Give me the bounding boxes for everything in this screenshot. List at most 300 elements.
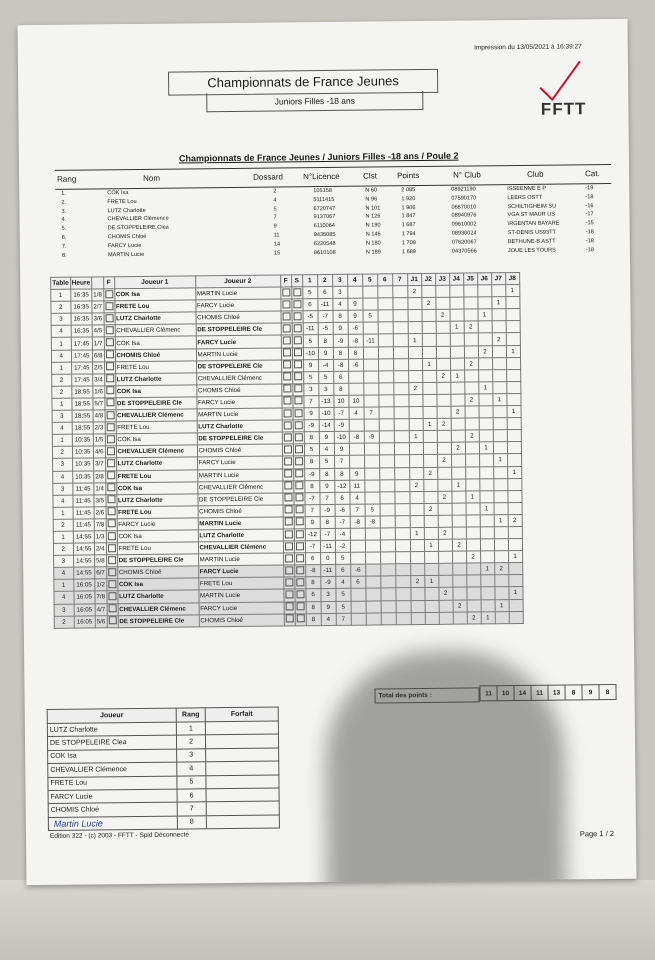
forfeit-1-checkbox[interactable]: [106, 506, 117, 518]
score-checkbox[interactable]: [292, 371, 303, 383]
set-2-score: 5: [319, 456, 334, 468]
score-checkbox[interactable]: [292, 335, 303, 347]
match-time: 11:45: [73, 507, 95, 519]
player-1: FRETE Lou: [117, 506, 198, 519]
forfeit-1-checkbox[interactable]: [104, 398, 115, 410]
final-rank: 1: [176, 722, 205, 736]
set-6-score: [380, 504, 395, 516]
set-2-score: 9: [319, 432, 334, 444]
points-j3: [438, 551, 452, 563]
ranking-club-no: 07620067: [451, 239, 477, 246]
set-2-score: 3: [320, 589, 335, 601]
match-round: 2/5: [92, 361, 104, 373]
ranking-list: [55, 185, 612, 261]
ranking-club: SCHILTIGHEIM SU: [507, 203, 557, 210]
page-number: Page 1 / 2: [579, 829, 615, 839]
set-6-score: [379, 455, 394, 467]
forfeit-2-checkbox[interactable]: [281, 360, 292, 372]
player-1: CHOMIS Chloé: [117, 566, 198, 579]
player-2: FARCY Lucie: [196, 396, 281, 409]
points-j4: 1: [451, 479, 465, 491]
grid-col-1: Heure: [70, 277, 92, 289]
set-6-score: [379, 407, 394, 419]
set-1-score: -10: [303, 347, 318, 359]
grid-col-4: Joueur 1: [114, 276, 195, 289]
forfeit-2-checkbox[interactable]: [283, 505, 294, 517]
set-1-score: -5: [303, 311, 318, 323]
points-j7: 1: [491, 297, 505, 309]
set-6-score: [380, 552, 395, 564]
player-1: FRETE Lou: [115, 361, 196, 374]
player-1: FRETE Lou: [116, 469, 197, 482]
set-6-score: [378, 395, 393, 407]
score-checkbox[interactable]: [293, 456, 304, 468]
set-2-score: 9: [318, 347, 333, 359]
set-4-score: 7: [350, 504, 365, 516]
set-7-score: [395, 576, 410, 588]
player-2: CHEVALLIER Clémenc: [198, 541, 283, 554]
points-j2: [424, 588, 438, 600]
set-5-score: [365, 540, 380, 552]
set-3-score: 5: [336, 601, 351, 613]
points-j4: [452, 551, 466, 563]
ranking-cat: -19: [585, 185, 594, 192]
match-round: 2/7: [92, 301, 104, 313]
ranking-licence: 105158: [313, 187, 332, 195]
set-1-score: 8: [304, 432, 319, 444]
set-4-score: -6: [348, 322, 363, 334]
points-j4: [451, 418, 465, 430]
set-1-score: 8: [304, 456, 319, 468]
set-2-score: 6: [317, 287, 332, 299]
player-2: CHEVALLIER Clémenc: [197, 481, 282, 494]
player-1: CHEVALLIER Clémenc: [116, 445, 197, 458]
points-j7: 2: [494, 563, 508, 575]
points-j7: [493, 406, 507, 418]
forfeit-2-checkbox[interactable]: [281, 347, 292, 359]
points-j7: [492, 309, 506, 321]
forfeit-1-checkbox[interactable]: [105, 458, 116, 470]
forfeit-2-checkbox[interactable]: [281, 384, 292, 396]
points-j8: [507, 442, 521, 454]
set-7-score: [393, 370, 408, 382]
points-j7: 1: [494, 514, 508, 526]
score-checkbox[interactable]: [293, 432, 304, 444]
forfeit-2-checkbox[interactable]: [281, 396, 292, 408]
match-round: 4/6: [93, 446, 105, 458]
points-j6: [480, 515, 494, 527]
points-j1: [410, 515, 424, 527]
points-j6: [477, 297, 491, 309]
points-j1: [409, 407, 423, 419]
points-j4: [452, 563, 466, 575]
forfeit-1-checkbox[interactable]: [104, 349, 115, 361]
points-j5: [465, 479, 479, 491]
set-1-score: 9: [305, 516, 320, 528]
score-checkbox[interactable]: [293, 408, 304, 420]
player-1: CHEVALLIER Clémenc: [116, 409, 197, 422]
player-2: FARCY Lucie: [198, 565, 283, 578]
match-table: 1: [51, 289, 71, 301]
forfeit-2-checkbox[interactable]: [280, 287, 291, 299]
set-5-score: [365, 552, 380, 564]
points-j1: [410, 540, 424, 552]
points-j6: [480, 527, 494, 539]
points-j8: 1: [506, 345, 520, 357]
ranking-clst: N 60: [365, 187, 378, 194]
score-checkbox[interactable]: [294, 529, 305, 541]
points-j5: 2: [465, 430, 479, 442]
points-j1: [409, 419, 423, 431]
player-1: COK Isa: [117, 530, 198, 543]
points-j4: [449, 285, 463, 297]
grid-col-19: J5: [463, 273, 477, 285]
ranking-licence: 9137067: [313, 214, 336, 221]
match-time: 16:05: [74, 603, 96, 615]
points-j3: [436, 382, 450, 394]
set-3-score: 8: [333, 311, 348, 323]
forfeit-1-checkbox[interactable]: [105, 422, 116, 434]
forfeit-1-checkbox[interactable]: [105, 470, 116, 482]
ranking-rang: 2.: [61, 199, 67, 206]
final-forfait: [205, 721, 278, 735]
set-1-score: -7: [305, 541, 320, 553]
forfeit-2-checkbox[interactable]: [284, 601, 295, 613]
set-2-score: -14: [319, 420, 334, 432]
forfeit-2-checkbox[interactable]: [283, 541, 294, 553]
points-j1: [409, 467, 423, 479]
set-3-score: 8: [333, 347, 348, 359]
set-6-score: [380, 516, 395, 528]
match-table: 2: [52, 374, 72, 386]
set-2-score: -4: [318, 359, 333, 371]
points-j4: 2: [453, 600, 467, 612]
forfeit-1-checkbox[interactable]: [106, 543, 117, 555]
score-checkbox[interactable]: [294, 577, 305, 589]
forfeit-1-checkbox[interactable]: [106, 567, 117, 579]
match-round: 7/8: [94, 519, 106, 531]
match-table: 1: [52, 362, 72, 374]
match-round: 2/3: [93, 422, 105, 434]
forfeit-1-checkbox[interactable]: [103, 301, 114, 313]
points-j3: [436, 334, 450, 346]
photo-shadow: [324, 650, 567, 886]
forfeit-2-checkbox[interactable]: [282, 468, 293, 480]
forfeit-1-checkbox[interactable]: [104, 373, 115, 385]
set-7-score: [395, 552, 410, 564]
score-checkbox[interactable]: [292, 347, 303, 359]
points-j5: [466, 587, 480, 599]
grid-col-10: 3: [332, 274, 347, 286]
set-3-score: 5: [335, 552, 350, 564]
points-j8: [507, 490, 521, 502]
player-1: COK Isa: [115, 385, 196, 398]
forfeit-1-checkbox[interactable]: [104, 325, 115, 337]
set-7-score: [395, 516, 410, 528]
set-4-score: [347, 286, 362, 298]
ranking-club-no: 06670010: [451, 204, 477, 211]
match-table: 4: [51, 326, 71, 338]
score-checkbox[interactable]: [291, 299, 302, 311]
score-checkbox[interactable]: [292, 323, 303, 335]
score-checkbox[interactable]: [291, 287, 302, 299]
forfeit-2-checkbox[interactable]: [282, 420, 293, 432]
set-4-score: [351, 601, 366, 613]
grid-col-2: [92, 277, 104, 289]
player-1: CHEVALLIER Clémenc: [118, 602, 199, 615]
forfeit-2-checkbox[interactable]: [283, 517, 294, 529]
forfeit-2-checkbox[interactable]: [281, 311, 292, 323]
forfeit-1-checkbox[interactable]: [106, 591, 117, 603]
set-6-score: [380, 528, 395, 540]
edition-footer: Edition 322 - (c) 2003 - FFTT - Spid Déconnecté: [49, 831, 190, 840]
match-time: 10:35: [72, 434, 94, 446]
points-j5: [464, 345, 478, 357]
total-j8: 8: [599, 684, 616, 699]
match-table: 4: [54, 592, 74, 604]
score-checkbox[interactable]: [292, 359, 303, 371]
forfeit-1-checkbox[interactable]: [107, 603, 118, 615]
match-time: 10:35: [72, 458, 94, 470]
score-checkbox[interactable]: [294, 505, 305, 517]
points-j7: [494, 539, 508, 551]
points-j5: [466, 539, 480, 551]
forfeit-1-checkbox[interactable]: [106, 579, 117, 591]
forfeit-1-checkbox[interactable]: [105, 494, 116, 506]
set-1-score: 6: [305, 589, 320, 601]
match-table: 3: [53, 483, 73, 495]
forfeit-2-checkbox[interactable]: [282, 408, 293, 420]
points-j3: [436, 394, 450, 406]
forfeit-2-checkbox[interactable]: [283, 553, 294, 565]
score-checkbox[interactable]: [292, 396, 303, 408]
score-checkbox[interactable]: [294, 553, 305, 565]
forfeit-2-checkbox[interactable]: [282, 444, 293, 456]
player-1: FRETE Lou: [114, 300, 195, 313]
points-j7: [495, 611, 509, 623]
forfeit-2-checkbox[interactable]: [281, 372, 292, 384]
points-j3: [437, 443, 451, 455]
points-j3: [437, 467, 451, 479]
forfeit-2-checkbox[interactable]: [280, 299, 291, 311]
set-5-score: [363, 383, 378, 395]
points-j1: [408, 358, 422, 370]
points-j3: [438, 515, 452, 527]
points-j3: [436, 358, 450, 370]
match-table: 3: [54, 555, 74, 567]
ranking-points: 1 794: [401, 231, 416, 238]
final-player: FARCY Lucie: [48, 789, 177, 804]
points-j8: [506, 321, 520, 333]
score-checkbox[interactable]: [294, 565, 305, 577]
set-4-score: [351, 613, 366, 625]
set-5-score: [365, 564, 380, 576]
points-j5: [465, 454, 479, 466]
set-4-score: [350, 540, 365, 552]
player-2: MARTIN Lucie: [198, 553, 283, 566]
forfeit-2-checkbox[interactable]: [282, 432, 293, 444]
points-j2: [423, 491, 437, 503]
match-table: 1: [52, 398, 72, 410]
forfeit-2-checkbox[interactable]: [283, 529, 294, 541]
player-2: FARCY Lucie: [199, 601, 284, 614]
points-j7: 2: [492, 333, 506, 345]
forfeit-2-checkbox[interactable]: [282, 456, 293, 468]
score-checkbox[interactable]: [293, 444, 304, 456]
ranking-dossard: 14: [273, 241, 281, 248]
points-j2: [423, 431, 437, 443]
set-7-score: [393, 346, 408, 358]
set-1-score: 8: [306, 613, 321, 625]
set-1-score: -8: [305, 565, 320, 577]
points-j6: [480, 551, 494, 563]
set-6-score: [377, 286, 392, 298]
points-j2: [422, 394, 436, 406]
score-checkbox[interactable]: [292, 384, 303, 396]
match-table: 2: [53, 543, 73, 555]
set-4-score: -6: [350, 564, 365, 576]
forfeit-1-checkbox[interactable]: [103, 289, 114, 301]
set-5-score: 7: [364, 407, 379, 419]
score-checkbox[interactable]: [293, 480, 304, 492]
set-3-score: 9: [333, 323, 348, 335]
set-3-score: -12: [334, 480, 349, 492]
col-cat: Cat.: [585, 169, 600, 179]
points-j3: 2: [438, 527, 452, 539]
score-checkbox[interactable]: [295, 613, 306, 625]
points-j1: [409, 443, 423, 455]
points-j8: [508, 575, 522, 587]
player-2: MARTIN Lucie: [197, 408, 282, 421]
set-1-score: -11: [303, 323, 318, 335]
points-j3: [439, 612, 453, 624]
forfeit-2-checkbox[interactable]: [283, 577, 294, 589]
final-forfait: [205, 734, 278, 748]
forfeit-2-checkbox[interactable]: [283, 565, 294, 577]
points-j2: [424, 527, 438, 539]
score-checkbox[interactable]: [294, 589, 305, 601]
set-6-score: [380, 588, 395, 600]
score-checkbox[interactable]: [293, 492, 304, 504]
points-j5: 2: [464, 358, 478, 370]
player-1: LUTZ Charlotte: [115, 373, 196, 386]
ranking-cat: -18: [585, 229, 594, 236]
score-checkbox[interactable]: [294, 517, 305, 529]
set-1-score: 5: [303, 335, 318, 347]
match-time: 16:05: [74, 616, 96, 628]
points-j2: [423, 443, 437, 455]
forfeit-1-checkbox[interactable]: [107, 615, 118, 627]
ranking-licence: 6110064: [313, 223, 336, 230]
points-j7: [493, 490, 507, 502]
match-table: 3: [51, 313, 71, 325]
grid-col-11: 4: [347, 274, 362, 286]
ranking-cat: -16: [585, 202, 594, 209]
forfeit-1-checkbox[interactable]: [105, 434, 116, 446]
forfeit-1-checkbox[interactable]: [104, 361, 115, 373]
score-checkbox[interactable]: [295, 601, 306, 613]
forfeit-1-checkbox[interactable]: [105, 482, 116, 494]
score-checkbox[interactable]: [294, 541, 305, 553]
forfeit-1-checkbox[interactable]: [105, 446, 116, 458]
points-j1: [408, 370, 422, 382]
forfeit-2-checkbox[interactable]: [281, 323, 292, 335]
forfeit-2-checkbox[interactable]: [282, 493, 293, 505]
player-2: FARCY Lucie: [196, 335, 281, 348]
points-j7: [494, 575, 508, 587]
ranking-club: \RGENTAN BAYARE: [507, 220, 560, 228]
points-j6: [481, 599, 495, 611]
forfeit-2-checkbox[interactable]: [282, 480, 293, 492]
grid-col-3: F: [103, 277, 114, 289]
points-j1: [410, 564, 424, 576]
forfeit-1-checkbox[interactable]: [106, 555, 117, 567]
points-j2: 2: [424, 503, 438, 515]
forfeit-2-checkbox[interactable]: [281, 335, 292, 347]
forfeit-2-checkbox[interactable]: [284, 613, 295, 625]
points-j7: [494, 527, 508, 539]
match-time: 14:55: [73, 543, 95, 555]
player-1: LUTZ Charlotte: [117, 590, 198, 603]
points-j2: [423, 406, 437, 418]
points-j6: [478, 394, 492, 406]
ranking-clst: N 189: [365, 249, 381, 256]
ranking-club: BETHUNE-B ASTT: [507, 238, 556, 245]
set-3-score: 6: [335, 565, 350, 577]
points-j6: 1: [478, 309, 492, 321]
set-7-score: [394, 443, 409, 455]
forfeit-1-checkbox[interactable]: [104, 337, 115, 349]
match-round: 1/5: [93, 434, 105, 446]
set-1-score: 8: [305, 577, 320, 589]
forfeit-1-checkbox[interactable]: [106, 519, 117, 531]
points-j1: [410, 503, 424, 515]
forfeit-1-checkbox[interactable]: [106, 531, 117, 543]
set-6-score: [379, 491, 394, 503]
points-j4: [452, 503, 466, 515]
set-2-score: 3: [318, 383, 333, 395]
ranking-cat: -15: [585, 220, 594, 227]
points-j8: 1: [508, 551, 522, 563]
set-3-score: 8: [334, 468, 349, 480]
set-6-score: [378, 334, 393, 346]
score-checkbox[interactable]: [293, 468, 304, 480]
set-3-score: 8: [333, 383, 348, 395]
forfeit-1-checkbox[interactable]: [105, 410, 116, 422]
col-club-no: N° Club: [453, 170, 481, 180]
match-time: 16:05: [73, 591, 95, 603]
score-checkbox[interactable]: [293, 420, 304, 432]
forfeit-1-checkbox[interactable]: [104, 313, 115, 325]
set-6-score: [379, 467, 394, 479]
ranking-points: 1 920: [401, 195, 416, 203]
forfeit-2-checkbox[interactable]: [283, 589, 294, 601]
grid-col-18: J4: [449, 273, 463, 285]
score-checkbox[interactable]: [292, 311, 303, 323]
ranking-points: 1 687: [401, 222, 416, 229]
grid-col-14: 7: [392, 274, 407, 286]
points-j8: 1: [507, 466, 521, 478]
set-5-score: [363, 395, 378, 407]
match-round: 3/4: [93, 374, 105, 386]
forfeit-1-checkbox[interactable]: [104, 386, 115, 398]
set-2-score: -7: [318, 311, 333, 323]
col-licence: N°Licence: [303, 171, 340, 182]
points-j3: [436, 322, 450, 334]
set-4-score: 8: [348, 347, 363, 359]
player-1: COK Isa: [117, 578, 198, 591]
match-time: 17:45: [71, 362, 93, 374]
